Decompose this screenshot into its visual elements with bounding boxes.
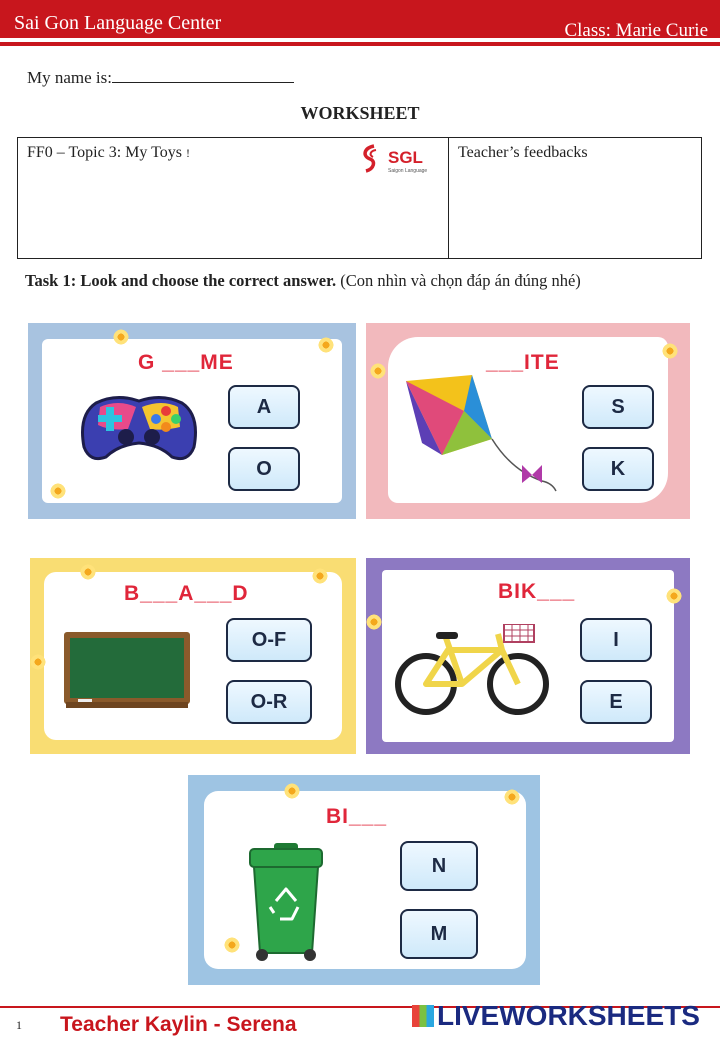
card-word: BIK___ [498, 580, 576, 603]
bicycle-icon [392, 624, 552, 720]
flower-decor [366, 614, 382, 630]
flower-decor [224, 937, 240, 953]
name-row [27, 66, 294, 88]
card-word: ___ITE [486, 351, 560, 374]
name-blank[interactable] [112, 66, 294, 83]
option-button[interactable]: N [400, 841, 478, 891]
flower-decor [284, 783, 300, 799]
flower-decor [370, 363, 386, 379]
topic-label: FF0 – Topic 3: My Toys [27, 144, 182, 161]
info-divider [448, 137, 449, 259]
page-number: 1 [16, 1018, 22, 1032]
flower-decor [318, 337, 334, 353]
option-button[interactable]: O-F [226, 618, 312, 662]
task-note: (Con nhìn và chọn đáp án đúng nhé) [340, 271, 581, 290]
card-board [30, 558, 356, 754]
option-button[interactable]: O-R [226, 680, 312, 724]
option-button[interactable]: K [582, 447, 654, 491]
trash-bin-icon [246, 841, 326, 963]
flower-decor [80, 564, 96, 580]
class-label: Class: Marie Curie [564, 20, 708, 41]
flower-decor [30, 654, 46, 670]
kite-icon [402, 371, 562, 495]
flower-decor [662, 343, 678, 359]
card-bin [188, 775, 540, 985]
task-instruction [25, 270, 695, 292]
game-controller-icon [76, 385, 202, 465]
teacher-name: Teacher Kaylin - Serena [60, 1013, 297, 1036]
option-button[interactable]: I [580, 618, 652, 662]
card-bike [366, 558, 690, 754]
option-button[interactable]: S [582, 385, 654, 429]
flower-decor [312, 568, 328, 584]
option-button[interactable]: E [580, 680, 652, 724]
blackboard-icon [62, 630, 192, 710]
sgl-logo [360, 142, 432, 176]
liveworksheets-logo [412, 1000, 700, 1032]
feedback-label: Teacher’s feedbacks [458, 144, 588, 161]
card-word: G ___ME [138, 351, 234, 374]
flower-decor [50, 483, 66, 499]
topic-text [27, 144, 190, 162]
option-button[interactable]: O [228, 447, 300, 491]
task-title: Task 1: Look and choose the correct answer. [25, 271, 337, 290]
topic-mark: ! [185, 146, 190, 160]
card-word: B___A___D [124, 582, 249, 605]
brand-text: LIVEWORKSHEETS [437, 1000, 700, 1031]
header-rule [0, 42, 720, 46]
logo-subtext: Saigon Language [388, 168, 428, 174]
logo-text: SGL [388, 148, 423, 167]
card-kite [366, 323, 690, 519]
flower-decor [113, 329, 129, 345]
flower-decor [666, 588, 682, 604]
live-badge-icon [412, 1005, 434, 1027]
center-name: Sai Gon Language Center [14, 12, 222, 34]
option-button[interactable]: M [400, 909, 478, 959]
flower-decor [504, 789, 520, 805]
worksheet-title: WORKSHEET [300, 103, 420, 123]
card-word: BI___ [326, 805, 388, 828]
card-game [28, 323, 356, 519]
name-label: My name is: [27, 68, 112, 87]
option-button[interactable]: A [228, 385, 300, 429]
